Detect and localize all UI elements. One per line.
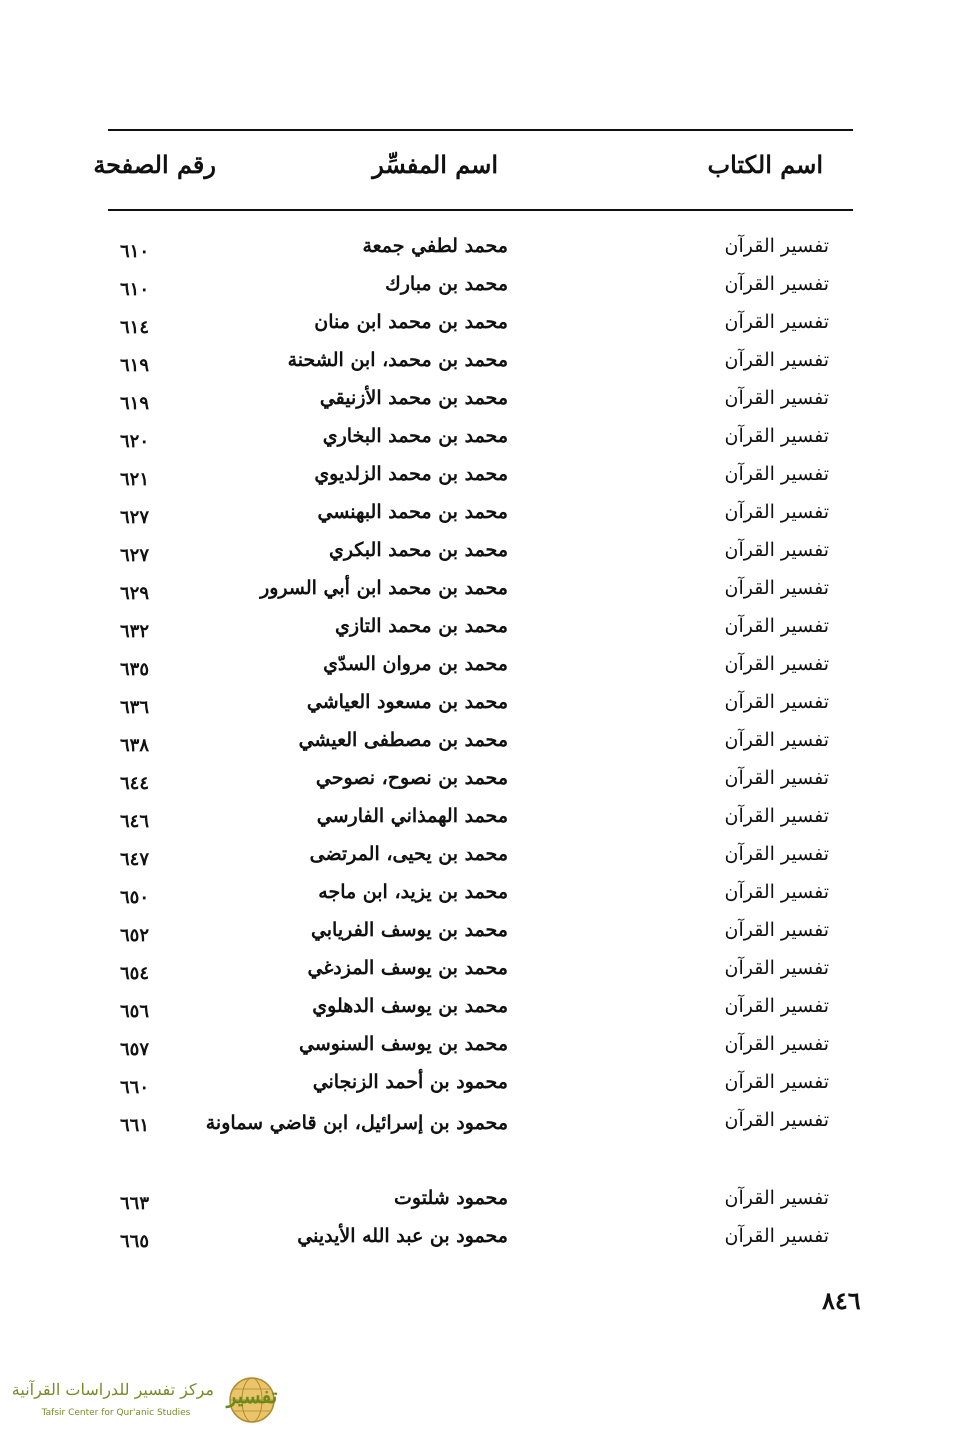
table-row [0, 648, 975, 686]
page-ref: ٦٤٧ [120, 849, 150, 870]
book-title: تفسير القرآن [724, 1033, 829, 1055]
author-name: محمد بن يزيد، ابن ماجه [318, 881, 508, 903]
table-row [0, 496, 975, 534]
author-name: محمد بن يوسف الفريابي [310, 919, 508, 941]
table-row [0, 990, 975, 1028]
author-name: محمود بن عبد الله الأيديني [297, 1225, 508, 1247]
book-title: تفسير القرآن [724, 729, 829, 751]
page-ref: ٦١٠ [120, 279, 150, 300]
center-name: مركز تفسير للدراسات القرآنية [11, 1380, 214, 1399]
table-row [0, 344, 975, 382]
page-number: ٨٤٦ [822, 1286, 861, 1315]
book-title: تفسير القرآن [724, 653, 829, 675]
publisher-footer [11, 1372, 288, 1432]
page-ref: ٦٦٣ [120, 1193, 150, 1214]
author-name: محمد لطفي جمعة [362, 235, 508, 257]
table-row [0, 458, 975, 496]
column-header-author: اسم المفسِّر [372, 150, 498, 179]
table-row [0, 230, 975, 268]
table-row [0, 1028, 975, 1066]
page-ref: ٦١٩ [120, 355, 150, 376]
page-ref: ٦١٤ [120, 317, 150, 338]
table-row [0, 534, 975, 572]
table-row [0, 1066, 975, 1104]
book-title: تفسير القرآن [724, 767, 829, 789]
page-ref: ٦٣٥ [120, 659, 150, 680]
book-title: تفسير القرآن [724, 843, 829, 865]
book-title: تفسير القرآن [724, 539, 829, 561]
book-title: تفسير القرآن [724, 311, 829, 333]
page-ref: ٦٤٦ [120, 811, 150, 832]
page-ref: ٦٥٤ [120, 963, 150, 984]
header-top-rule [108, 129, 853, 131]
author-name: محمود بن أحمد الزنجاني [312, 1071, 508, 1093]
book-title: تفسير القرآن [724, 615, 829, 637]
book-title: تفسير القرآن [724, 463, 829, 485]
page-ref: ٦٦١ [120, 1115, 150, 1136]
author-name: محمود بن إسرائيل، ابن قاضي سماونة [205, 1112, 508, 1134]
table-row [0, 420, 975, 458]
author-name: محمد بن محمد البهنسي [317, 501, 508, 523]
page-ref: ٦٥٢ [120, 925, 150, 946]
column-header-page: رقم الصفحة [93, 150, 216, 179]
book-title: تفسير القرآن [724, 273, 829, 295]
book-title: تفسير القرآن [724, 919, 829, 941]
page-ref: ٦٦٥ [120, 1231, 150, 1252]
page-ref: ٦٣٨ [120, 735, 150, 756]
author-name: محمد بن محمد البخاري [322, 425, 508, 447]
book-title: تفسير القرآن [724, 1187, 829, 1209]
table-row [0, 572, 975, 610]
book-title: تفسير القرآن [724, 805, 829, 827]
book-title: تفسير القرآن [724, 349, 829, 371]
book-title: تفسير القرآن [724, 577, 829, 599]
page-ref: ٦٦٠ [120, 1077, 150, 1098]
table-row [0, 686, 975, 724]
author-name: محمد بن محمد ابن منان [314, 311, 508, 333]
book-title: تفسير القرآن [724, 501, 829, 523]
author-name: محمد بن محمد ابن أبي السرور [260, 577, 508, 599]
book-title: تفسير القرآن [724, 995, 829, 1017]
table-row [0, 914, 975, 952]
author-name: محمد بن يوسف المزدغي [307, 957, 508, 979]
page-ref: ٦٣٢ [120, 621, 150, 642]
page-ref: ٦٤٤ [120, 773, 150, 794]
author-name: محمد بن مسعود العياشي [306, 691, 508, 713]
table-row [0, 306, 975, 344]
table-row [0, 724, 975, 762]
author-name: محمد الهمذاني الفارسي [316, 805, 508, 827]
index-table-body [0, 230, 975, 1258]
book-title: تفسير القرآن [724, 235, 829, 257]
page-ref: ٦١٩ [120, 393, 150, 414]
author-name: محمد بن محمد الزلديوي [314, 463, 508, 485]
table-row [0, 876, 975, 914]
page-ref: ٦٥٦ [120, 1001, 150, 1022]
book-title: تفسير القرآن [724, 881, 829, 903]
table-row [0, 382, 975, 420]
logo-word: تفسير [226, 1384, 278, 1408]
page-ref: ٦٣٦ [120, 697, 150, 718]
page-ref: ٦٢١ [120, 469, 150, 490]
author-name: محمد بن نصوح، نصوحي [315, 767, 508, 789]
book-title: تفسير القرآن [724, 1109, 829, 1131]
header-bottom-rule [108, 209, 853, 211]
author-name: محمود شلتوت [394, 1187, 508, 1209]
author-name: محمد بن محمد التازي [334, 615, 508, 637]
column-header-book: اسم الكتاب [707, 150, 823, 179]
page-ref: ٦٢٧ [120, 545, 150, 566]
page-ref: ٦٥٠ [120, 887, 150, 908]
table-row [0, 1220, 975, 1258]
author-name: محمد بن محمد البكري [328, 539, 508, 561]
author-name: محمد بن محمد الأزنيقي [319, 387, 508, 409]
page-ref: ٦١٠ [120, 241, 150, 262]
page-ref: ٦٥٧ [120, 1039, 150, 1060]
table-row [0, 610, 975, 648]
page-ref: ٦٢٠ [120, 431, 150, 452]
author-name: محمد بن مصطفى العيشي [298, 729, 508, 751]
book-title: تفسير القرآن [724, 387, 829, 409]
author-name: محمد بن محمد، ابن الشحنة [287, 349, 508, 371]
table-row [0, 800, 975, 838]
author-name: محمد بن مروان السدّي [323, 653, 508, 675]
table-row [0, 1104, 975, 1182]
table-row [0, 952, 975, 990]
author-name: محمد بن مبارك [385, 273, 508, 295]
book-title: تفسير القرآن [724, 957, 829, 979]
table-row [0, 1182, 975, 1220]
table-row [0, 268, 975, 306]
author-name: محمد بن يحيى، المرتضى [309, 843, 508, 865]
table-row [0, 762, 975, 800]
book-title: تفسير القرآن [724, 1071, 829, 1093]
page-ref: ٦٢٧ [120, 507, 150, 528]
author-name: محمد بن يوسف الدهلوي [312, 995, 508, 1017]
author-name: محمد بن يوسف السنوسي [298, 1033, 508, 1055]
page-ref: ٦٢٩ [120, 583, 150, 604]
table-row [0, 838, 975, 876]
center-subtitle: Tafsir Center for Qur'anic Studies [41, 1408, 191, 1418]
book-title: تفسير القرآن [724, 691, 829, 713]
book-title: تفسير القرآن [724, 425, 829, 447]
book-title: تفسير القرآن [724, 1225, 829, 1247]
